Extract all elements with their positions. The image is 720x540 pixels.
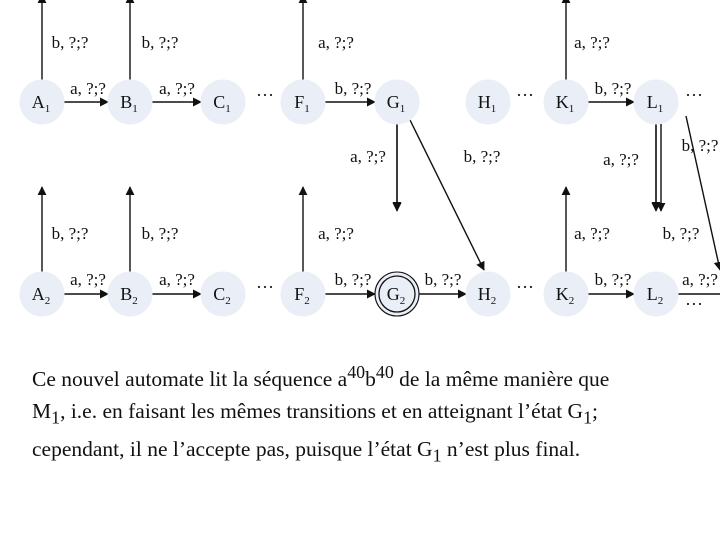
state-label: $F_1$ — [294, 92, 310, 115]
transition-a1-out-label: b, ?;? — [51, 33, 89, 52]
state-k1 — [544, 80, 588, 124]
transition-l2-out-label: a, ?;? — [682, 270, 718, 289]
transition-b1-c1-label: a, ?;? — [159, 79, 195, 98]
state-label-subscript: 1 — [568, 103, 575, 115]
transition-g2-h2-label: b, ?;? — [424, 270, 462, 289]
ellipsis-5: ··· — [516, 277, 534, 297]
transition-g1-h2 — [410, 120, 484, 270]
transition-a1-b1-label: a, ?;? — [70, 79, 106, 98]
state-label: $G_2$ — [386, 284, 406, 307]
state-l2 — [634, 272, 678, 316]
state-label: $B_1$ — [120, 92, 138, 115]
state-k2 — [544, 272, 588, 316]
transition-f1-g1-label: b, ?;? — [334, 79, 372, 98]
state-label: $A_2$ — [31, 284, 51, 307]
state-label: $F_2$ — [294, 284, 310, 307]
state-f2 — [281, 272, 325, 316]
state-label: $A_1$ — [31, 92, 51, 115]
state-label: $H_2$ — [477, 284, 497, 307]
state-label-subscript: 2 — [490, 295, 497, 307]
transition-b1-out-label: b, ?;? — [141, 33, 179, 52]
state-label-subscript: 1 — [490, 103, 497, 115]
ellipsis-3: ··· — [685, 85, 703, 105]
state-label-subscript: 1 — [399, 103, 406, 115]
state-h2 — [466, 272, 510, 316]
state-label-subscript: 1 — [304, 103, 310, 115]
state-h1 — [466, 80, 510, 124]
state-label-subscript: 2 — [44, 295, 51, 307]
state-label-subscript: 2 — [132, 295, 138, 307]
ellipsis-1: ··· — [256, 85, 274, 105]
state-label: $L_2$ — [646, 284, 664, 307]
transition-l1-l2-label: b, ?;? — [662, 224, 700, 243]
transition-a2-out-label: b, ?;? — [51, 224, 89, 243]
caption — [32, 356, 712, 472]
transition-b2-c2-label: a, ?;? — [159, 270, 195, 289]
state-label: $L_1$ — [646, 92, 664, 115]
transition-k1-l1-label: b, ?;? — [594, 79, 632, 98]
caption-line-2: $M_1$, i.e. en faisant les mêmes transitions et en atteignant l’état $G_1$; — [32, 399, 599, 428]
caption-line-3: cependant, il ne l’accepte pas, puisque l’état $G_1$ n’est plus final. — [32, 437, 581, 466]
transition-f2-out-label: a, ?;? — [318, 224, 354, 243]
state-label: $G_1$ — [386, 92, 406, 115]
state-f1 — [281, 80, 325, 124]
transition-g1-h2-label: b, ?;? — [463, 147, 501, 166]
state-label: $B_2$ — [120, 284, 138, 307]
state-c1 — [201, 80, 245, 124]
state-label-subscript: 2 — [568, 295, 575, 307]
state-label-subscript: 2 — [304, 295, 310, 307]
state-label: $K_1$ — [555, 92, 575, 115]
state-b2 — [108, 272, 152, 316]
ellipsis-6: ··· — [685, 294, 703, 314]
transition-in-l2-label: b, ?;? — [681, 136, 719, 155]
ellipsis-4: ··· — [256, 277, 274, 297]
state-label-subscript: 1 — [132, 103, 138, 115]
transition-k2-l2-label: b, ?;? — [594, 270, 632, 289]
state-label: $C_1$ — [213, 92, 231, 115]
state-a2 — [20, 272, 64, 316]
state-g2 — [375, 272, 419, 316]
state-label-subscript: 1 — [44, 103, 51, 115]
caption-line-1: Ce nouvel automate lit la séquence $a^{40}b^{40}$ de la même manière que — [32, 362, 610, 392]
transition-k2-out-label: a, ?;? — [574, 224, 610, 243]
state-label-subscript: 2 — [657, 295, 664, 307]
state-l1 — [634, 80, 678, 124]
transition-l1-l2-label: a, ?;? — [603, 150, 639, 169]
transition-f2-g2-label: b, ?;? — [334, 270, 372, 289]
transition-k1-out-label: a, ?;? — [574, 33, 610, 52]
transition-f1-out-label: a, ?;? — [318, 33, 354, 52]
state-a1 — [20, 80, 64, 124]
transition-g1-g2-label: a, ?;? — [350, 147, 386, 166]
transition-b2-out-label: b, ?;? — [141, 224, 179, 243]
state-label-subscript: 1 — [657, 103, 664, 115]
ellipsis-2: ··· — [516, 85, 534, 105]
state-b1 — [108, 80, 152, 124]
state-label: $C_2$ — [213, 284, 231, 307]
state-label: $K_2$ — [555, 284, 575, 307]
transition-a2-b2-label: a, ?;? — [70, 270, 106, 289]
state-label: $H_1$ — [477, 92, 497, 115]
state-label-subscript: 2 — [225, 295, 231, 307]
state-g1 — [375, 80, 419, 124]
state-label-subscript: 2 — [399, 295, 406, 307]
state-label-subscript: 1 — [225, 103, 231, 115]
state-c2 — [201, 272, 245, 316]
